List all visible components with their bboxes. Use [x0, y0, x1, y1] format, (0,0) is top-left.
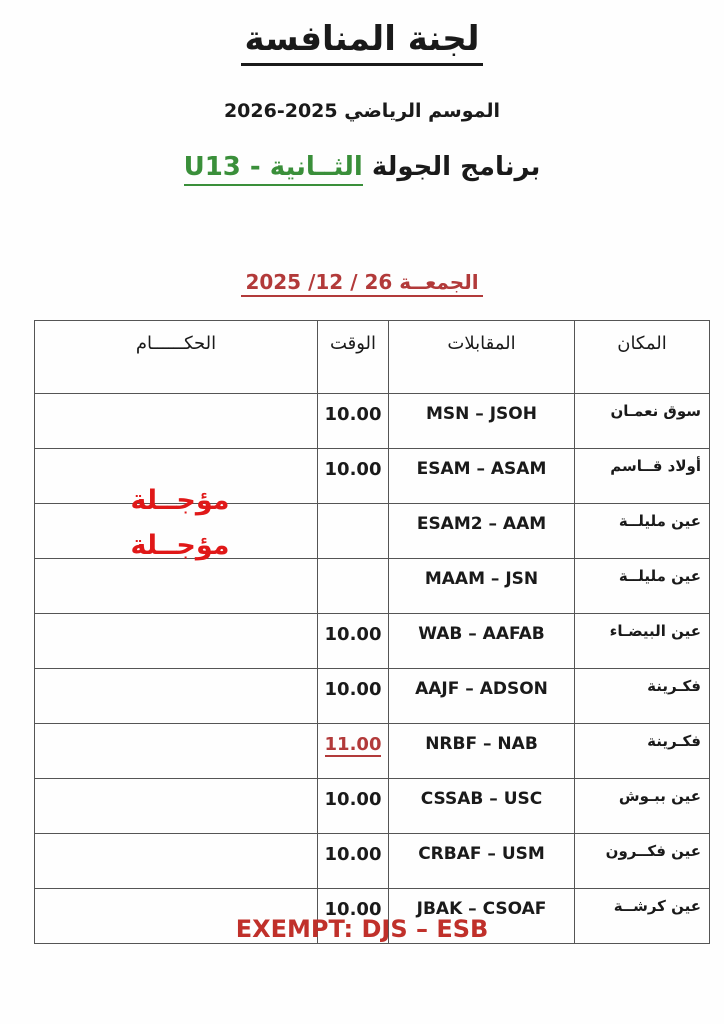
place-cell: فكـرينة — [575, 724, 710, 779]
place-cell: سوق نعمـان — [575, 394, 710, 449]
time-cell — [318, 504, 389, 559]
time-cell: 10.00 — [318, 779, 389, 834]
table-row — [35, 724, 710, 779]
table-row — [35, 834, 710, 889]
match-cell: ESAM – ASAM — [389, 449, 575, 504]
round-prefix: برنامج الجولة — [371, 152, 541, 182]
table-row — [35, 614, 710, 669]
time-cell — [318, 559, 389, 614]
header-place: المكان — [575, 321, 710, 394]
match-cell: CSSAB – USC — [389, 779, 575, 834]
committee-title-text: لجنة المنافسة — [241, 18, 484, 66]
table-header-row — [35, 321, 710, 394]
header-time: الوقت — [318, 321, 389, 394]
header-matches: المقابلات — [389, 321, 575, 394]
place-cell: عين البيضـاء — [575, 614, 710, 669]
place-cell: فكـرينة — [575, 669, 710, 724]
referee-cell — [35, 834, 318, 889]
place-cell: عين كرشــة — [575, 889, 710, 944]
match-cell: ESAM2 – AAM — [389, 504, 575, 559]
referee-cell — [35, 779, 318, 834]
table-row — [35, 669, 710, 724]
referee-cell — [35, 724, 318, 779]
match-cell: JBAK – CSOAF — [389, 889, 575, 944]
season-label: الموسم الرياضي 2025-2026 — [223, 100, 501, 122]
match-cell: NRBF – NAB — [389, 724, 575, 779]
match-cell: CRBAF – USM — [389, 834, 575, 889]
match-cell: WAB – AAFAB — [389, 614, 575, 669]
round-title — [0, 152, 724, 182]
highlighted-time: 11.00 — [324, 734, 382, 755]
time-cell: 10.00 — [318, 669, 389, 724]
round-green: الثــانية - U13 — [184, 152, 363, 186]
referee-cell — [35, 394, 318, 449]
time-cell: 10.00 — [318, 449, 389, 504]
fixtures-table — [34, 320, 710, 944]
place-cell: عين ببـوش — [575, 779, 710, 834]
match-cell: AAJF – ADSON — [389, 669, 575, 724]
postponed-label: مؤجــلة — [130, 485, 230, 516]
match-date-text: الجمعــة 26 / 12/ 2025 — [241, 270, 482, 297]
header-referees: الحكــــــام — [35, 321, 318, 394]
referee-cell — [35, 669, 318, 724]
postponed-note — [120, 478, 240, 568]
time-cell: 10.00 — [318, 889, 389, 944]
place-cell: أولاد قــاسم — [575, 449, 710, 504]
match-cell: MSN – JSOH — [389, 394, 575, 449]
match-date — [0, 270, 724, 297]
time-cell-highlighted — [318, 724, 389, 779]
place-cell: عين مليلــة — [575, 504, 710, 559]
postponed-label: مؤجــلة — [130, 530, 230, 561]
referee-cell — [35, 614, 318, 669]
place-cell: عين مليلــة — [575, 559, 710, 614]
time-cell: 10.00 — [318, 394, 389, 449]
table-row — [35, 779, 710, 834]
match-cell: MAAM – JSN — [389, 559, 575, 614]
exempt-teams: EXEMPT: DJS – ESB — [235, 915, 489, 943]
place-cell: عين فكــرون — [575, 834, 710, 889]
time-cell: 10.00 — [318, 834, 389, 889]
committee-title — [0, 18, 724, 66]
time-cell: 10.00 — [318, 614, 389, 669]
table-row — [35, 394, 710, 449]
